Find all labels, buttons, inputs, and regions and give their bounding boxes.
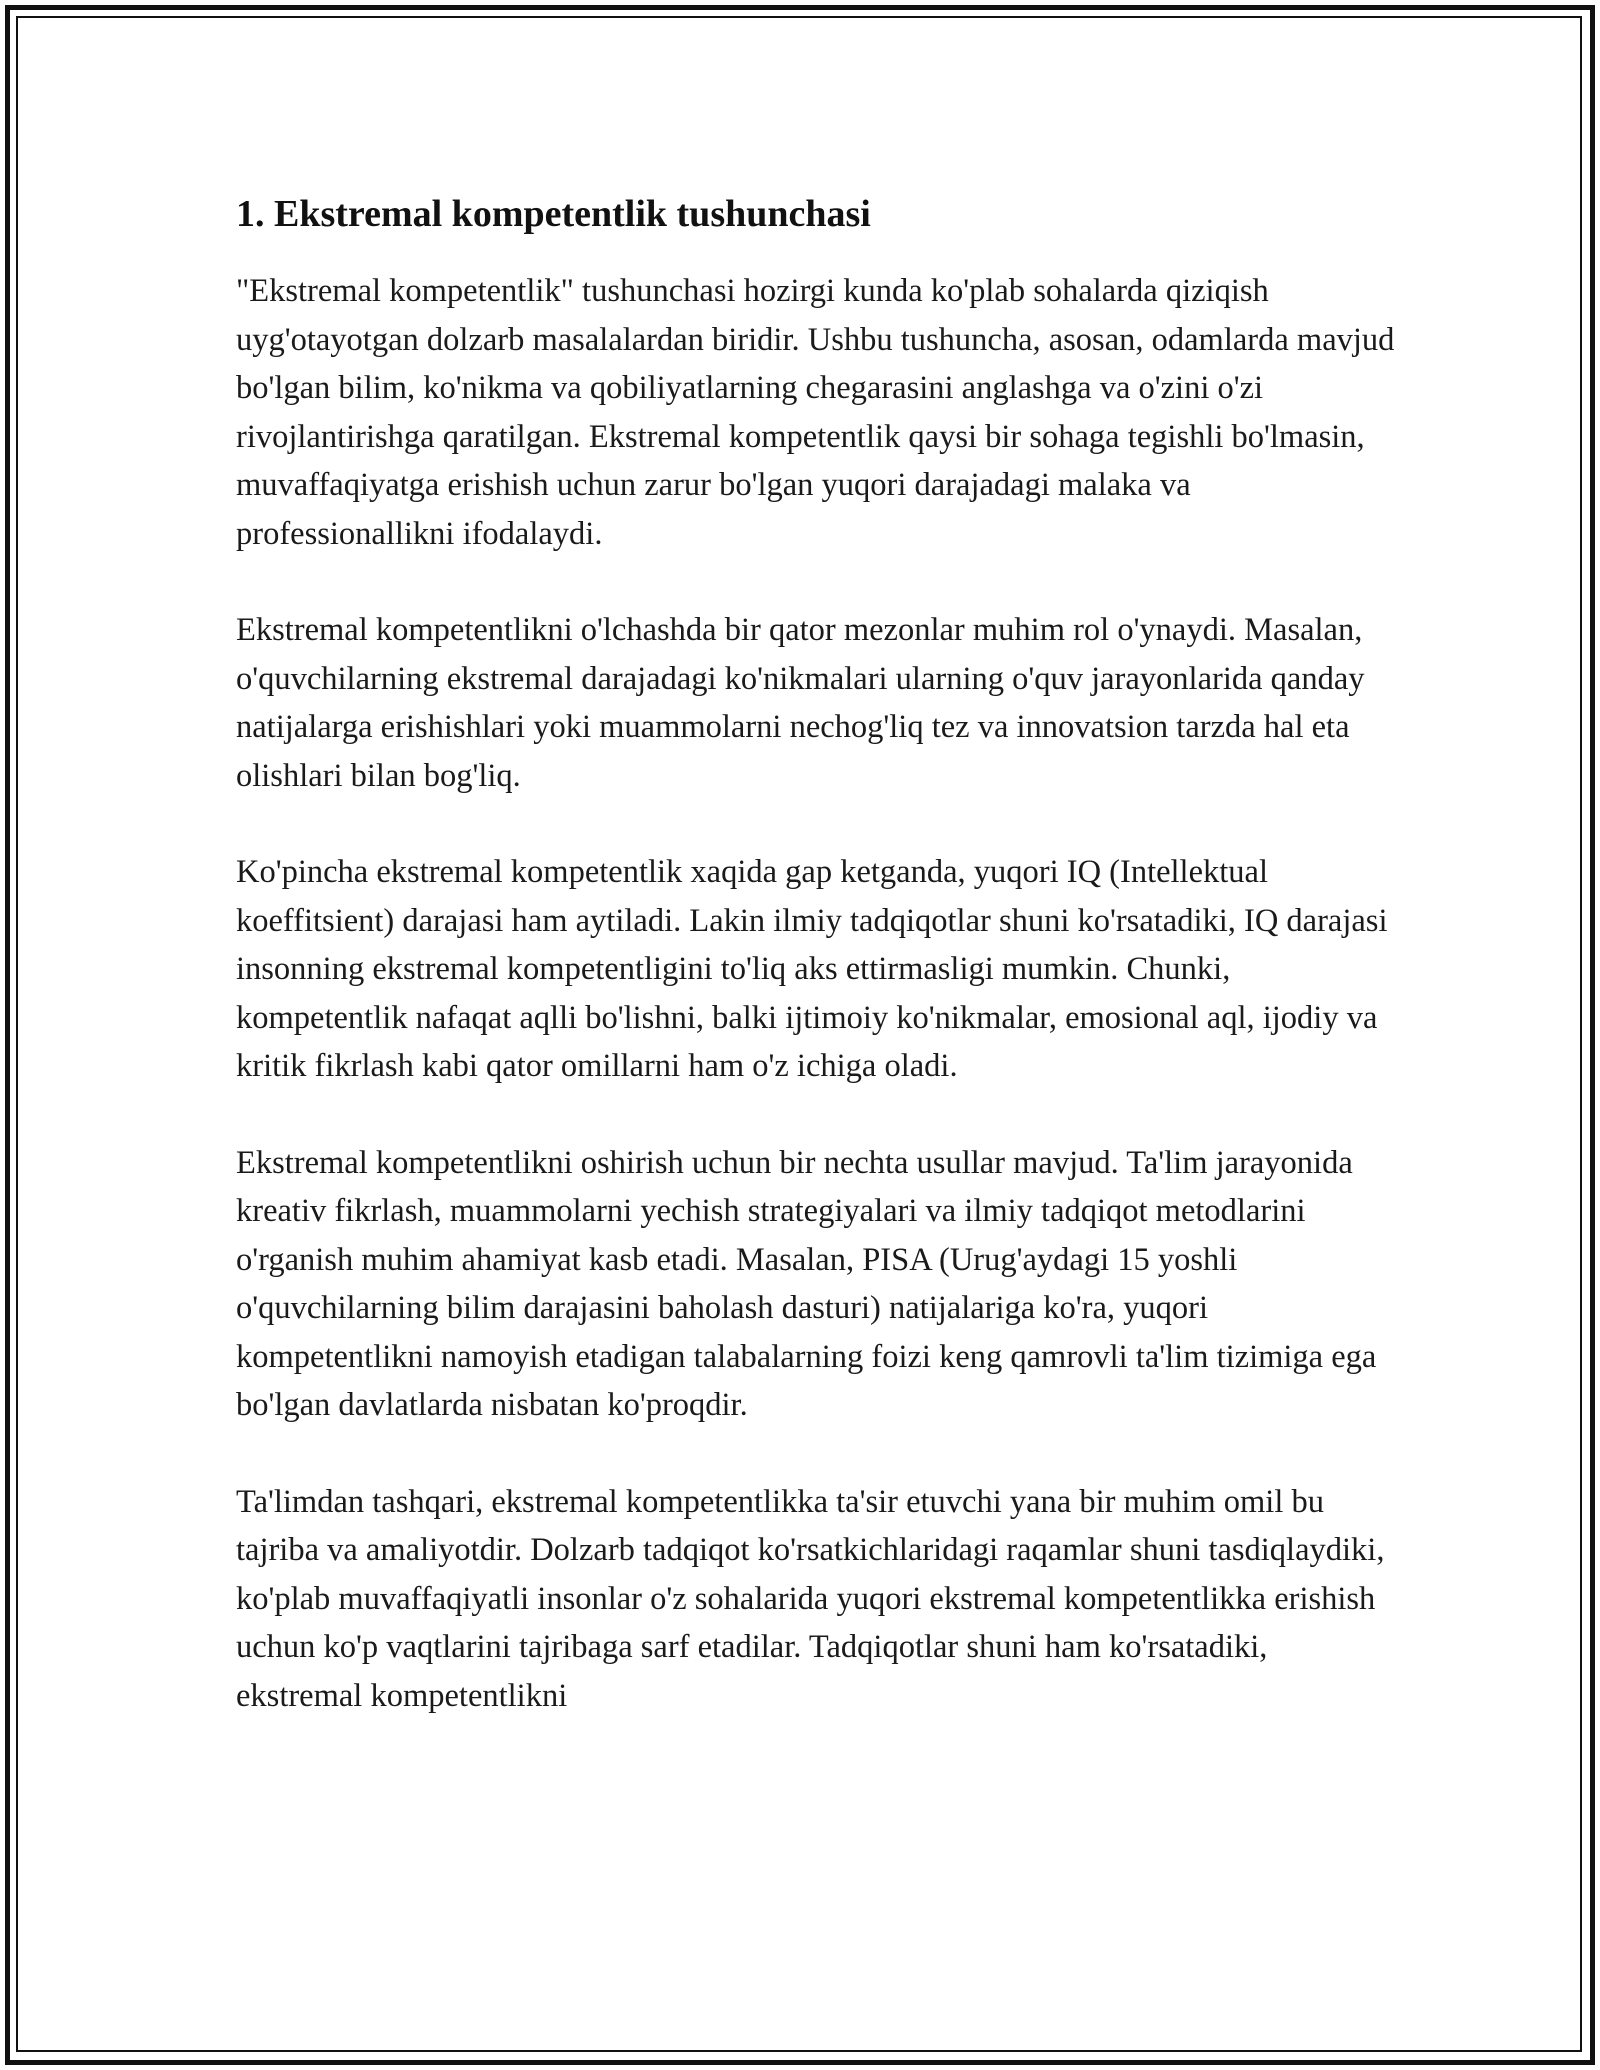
paragraph-improvement-methods: Ekstremal kompetentlikni oshirish uchun bir nechta usullar mavjud. Ta'lim jarayonida kreativ fikrlash, muammolarni yechish strategiyalari va ilmiy tadqiqot metodlarini o'rganish muhim ahamiyat kasb etadi. Masalan, PISA (Urug'aydagi 15 yoshli o'quvchilarning bilim darajasini baholash dasturi) natijalariga ko'ra, yuqori kompetentlikni namoyish etadigan talabalarning foizi keng qamrovli ta'lim tizimiga ega bo'lgan davlatlarda nisbatan ko'proqdir. [236, 1144, 1377, 1423]
paragraph-experience: Ta'limdan tashqari, ekstremal kompetentlikka ta'sir etuvchi yana bir muhim omil bu tajriba va amaliyotdir. Dolzarb tadqiqot ko'rsatkichlaridagi raqamlar shuni tasdiqlaydiki, ko'plab muvaffaqiyatli insonlar o'z sohalarida yuqori ekstremal kompetentlikka erishish uchun ko'p vaqtlarini tajribaga sarf etadilar. Tadqiqotlar shuni ham ko'rsatadiki, ekstremal kompetentlikni [236, 1483, 1385, 1714]
section-heading: 1. Ekstremal kompetentlik tushunchasi [236, 193, 871, 235]
paragraph-iq: Ko'pincha ekstremal kompetentlik xaqida gap ketganda, yuqori IQ (Intellektual koeffitsient) darajasi ham aytiladi. Lakin ilmiy tadqiqotlar shuni ko'rsatadiki, IQ darajasi insonning ekstremal kompetentligini to'liq aks ettirmasligi mumkin. Chunki, kompetentlik nafaqat aqlli bo'lishni, balki ijtimoiy ko'nikmalar, emosional aql, ijodiy va kritik fikrlash kabi qator omillarni ham o'z ichiga oladi. [236, 854, 1388, 1084]
document-body [236, 186, 1396, 1720]
paragraph-measurement: Ekstremal kompetentlikni o'lchashda bir qator mezonlar muhim rol o'ynaydi. Masalan, o'quvchilarning ekstremal darajadagi ko'nikmalari ularning o'quv jarayonlarida qanday natijalarga erishishlari yoki muammolarni nechog'liq tez va innovatsion tarzda hal eta olishlari bilan bog'liq. [236, 612, 1365, 794]
paragraph-definition: "Ekstremal kompetentlik" tushunchasi hozirgi kunda ko'plab sohalarda qiziqish uyg'otayotgan dolzarb masalalardan biridir. Ushbu tushuncha, asosan, odamlarda mavjud bo'lgan bilim, ko'nikma va qobiliyatlarning chegarasini anglashga va o'zini o'zi rivojlantirishga qaratilgan. Ekstremal kompetentlik qaysi bir sohaga tegishli bo'lmasin, muvaffaqiyatga erishish uchun zarur bo'lgan yuqori darajadagi malaka va professionallikni ifodalaydi. [236, 273, 1395, 552]
